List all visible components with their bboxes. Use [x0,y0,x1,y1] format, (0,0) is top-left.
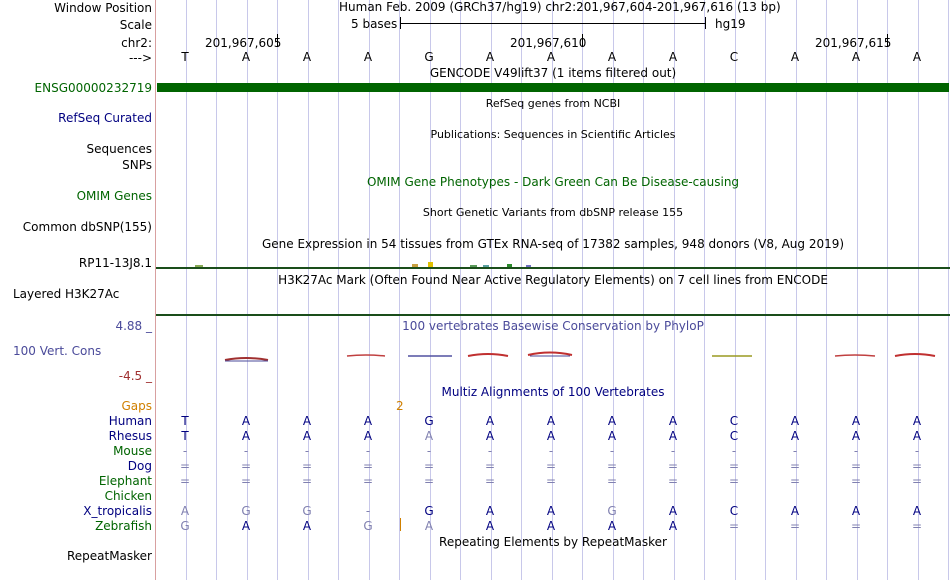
gtex-track-title[interactable]: Gene Expression in 54 tissues from GTEx RNA-seq of 17382 samples, 948 donors (V8, Aug 2019) [261,237,845,251]
alignment-base: A [546,429,556,443]
alignment-base: = [911,474,923,488]
alignment-base: G [241,504,251,518]
alignment-base: A [790,504,800,518]
gencode-item-label[interactable]: ENSG00000232719 [34,81,152,95]
omim-track-label[interactable]: OMIM Genes [76,189,152,203]
base-letter: G [424,50,434,64]
alignment-base: A [485,414,495,428]
base-letter: A [668,50,678,64]
alignment-base: = [240,474,252,488]
base-letter: A [363,50,373,64]
alignment-base: C [729,429,739,443]
alignment-base: = [362,459,374,473]
alignment-base: - [914,444,920,458]
alignment-base: A [668,429,678,443]
alignment-base: G [302,504,312,518]
h3k27ac-track-label[interactable]: Layered H3K27Ac [13,287,120,301]
alignment-base: = [728,474,740,488]
alignment-base: = [423,459,435,473]
alignment-base: A [302,429,312,443]
alignment-base: G [180,519,190,533]
alignment-base: = [240,459,252,473]
alignment-base: A [241,519,251,533]
alignment-base: G [424,504,434,518]
alignment-base: - [487,444,493,458]
alignment-base: = [179,459,191,473]
base-letter: A [546,50,556,64]
alignment-base: A [302,519,312,533]
alignment-base: = [850,474,862,488]
chrom-label: chr2: [121,36,152,50]
alignment-base: - [670,444,676,458]
alignment-base: - [365,504,371,518]
alignment-base: - [426,444,432,458]
alignment-base: A [790,429,800,443]
species-label[interactable]: Human [108,414,152,428]
alignment-base: A [302,414,312,428]
alignment-base: = [301,459,313,473]
gtex-item-label[interactable]: RP11-13J8.1 [78,256,152,270]
alignment-base: A [668,519,678,533]
alignment-base: = [728,459,740,473]
window-position-label: Window Position [54,1,152,15]
alignment-base: A [790,414,800,428]
alignment-base: A [241,429,251,443]
alignment-base: - [243,444,249,458]
alignment-base: = [362,474,374,488]
species-label[interactable]: Mouse [113,444,152,458]
scale-value: 5 bases [351,17,398,31]
alignment-base: = [179,474,191,488]
alignment-base: = [911,519,923,533]
alignment-base: = [484,459,496,473]
coord-label: 201,967,615 [815,36,892,50]
alignment-base: - [792,444,798,458]
base-letter: T [181,50,189,64]
alignment-base: = [423,474,435,488]
alignment-base: A [851,504,861,518]
alignment-base: - [548,444,554,458]
repeatmasker-track-title[interactable]: Repeating Elements by RepeatMasker [439,535,667,549]
conservation-track-title[interactable]: 100 vertebrates Basewise Conservation by PhyloP [402,319,704,333]
conservation-max-label: 4.88 _ [115,319,152,333]
alignment-base: A [607,519,617,533]
species-label[interactable]: Chicken [104,489,152,503]
conservation-track-label[interactable]: 100 Vert. Cons [13,344,102,358]
species-label[interactable]: Dog [127,459,152,473]
alignment-base: = [911,459,923,473]
alignment-base: = [667,474,679,488]
scale-label: Scale [119,18,152,32]
refseq-track-label[interactable]: RefSeq Curated [58,111,152,125]
alignment-base: A [546,414,556,428]
alignment-base: A [424,519,434,533]
alignment-base: = [484,474,496,488]
publications-track-title[interactable]: Publications: Sequences in Scientific Articles [430,128,676,141]
base-letter: A [851,50,861,64]
dbsnp-track-label[interactable]: Common dbSNP(155) [22,220,152,234]
alignment-base: A [668,504,678,518]
alignment-base: G [363,519,373,533]
alignment-base: - [731,444,737,458]
window-position-value: Human Feb. 2009 (GRCh37/hg19) chr2:201,967,604-201,967,616 (13 bp) [339,0,781,14]
alignment-base: A [180,504,190,518]
alignment-base: = [850,519,862,533]
alignment-base: A [546,519,556,533]
species-label[interactable]: Elephant [98,474,152,488]
species-label[interactable]: Zebrafish [95,519,152,533]
alignment-base: A [912,504,922,518]
alignment-base: A [485,504,495,518]
gap-marker [400,518,401,531]
alignment-base: G [424,414,434,428]
alignment-base: = [606,474,618,488]
alignment-base: A [851,429,861,443]
alignment-base: A [607,414,617,428]
alignment-base: A [485,519,495,533]
alignment-base: - [609,444,615,458]
alignment-base: A [912,429,922,443]
alignment-base: A [485,429,495,443]
alignment-base: A [363,429,373,443]
h3k27ac-track-title[interactable]: H3K27Ac Mark (Often Found Near Active Regulatory Elements) on 7 cell lines from ENCODE [278,273,828,287]
base-letter: A [607,50,617,64]
alignment-base: = [545,459,557,473]
alignment-base: = [789,474,801,488]
alignment-base: = [606,459,618,473]
scale-assembly: hg19 [715,17,746,31]
repeatmasker-track-label[interactable]: RepeatMasker [66,549,152,563]
alignment-base: - [304,444,310,458]
base-letter: A [241,50,251,64]
species-label[interactable]: X_tropicalis [83,504,152,518]
alignment-base: G [607,504,617,518]
alignment-base: = [789,459,801,473]
gencode-track-title[interactable]: GENCODE V49lift37 (1 items filtered out) [429,66,677,80]
alignment-base: = [850,459,862,473]
species-label[interactable]: Rhesus [108,429,152,443]
alignment-base: A [546,504,556,518]
alignment-base: A [424,429,434,443]
sequences-label[interactable]: Sequences [86,142,152,156]
alignment-base: - [853,444,859,458]
base-letter: A [485,50,495,64]
base-letter: C [729,50,739,64]
alignment-base: - [365,444,371,458]
alignment-base: = [301,474,313,488]
conservation-min-label: -4.5 _ [118,369,152,383]
coord-label: 201,967,605 [205,36,282,50]
base-letter: A [912,50,922,64]
multiz-track-title[interactable]: Multiz Alignments of 100 Vertebrates [441,385,665,399]
base-letter: A [790,50,800,64]
alignment-base: = [667,459,679,473]
alignment-base: A [851,414,861,428]
alignment-base: T [181,429,189,443]
alignment-base: C [729,414,739,428]
alignment-base: A [607,429,617,443]
alignment-base: A [668,414,678,428]
dbsnp-track-title[interactable]: Short Genetic Variants from dbSNP release 155 [422,206,684,219]
strand-label: ---> [128,51,152,65]
alignment-base: = [789,519,801,533]
alignment-base: A [912,414,922,428]
gaps-value: 2 [396,399,404,413]
refseq-track-title[interactable]: RefSeq genes from NCBI [485,97,621,110]
omim-track-title[interactable]: OMIM Gene Phenotypes - Dark Green Can Be Disease-causing [366,175,740,189]
snps-label[interactable]: SNPs [122,158,152,172]
alignment-base: A [363,414,373,428]
gaps-label: Gaps [121,399,152,413]
alignment-base: - [182,444,188,458]
alignment-base: A [241,414,251,428]
coord-label: 201,967,610 [510,36,587,50]
alignment-base: T [181,414,189,428]
alignment-base: = [545,474,557,488]
base-letter: A [302,50,312,64]
alignment-base: = [728,519,740,533]
alignment-base: C [729,504,739,518]
